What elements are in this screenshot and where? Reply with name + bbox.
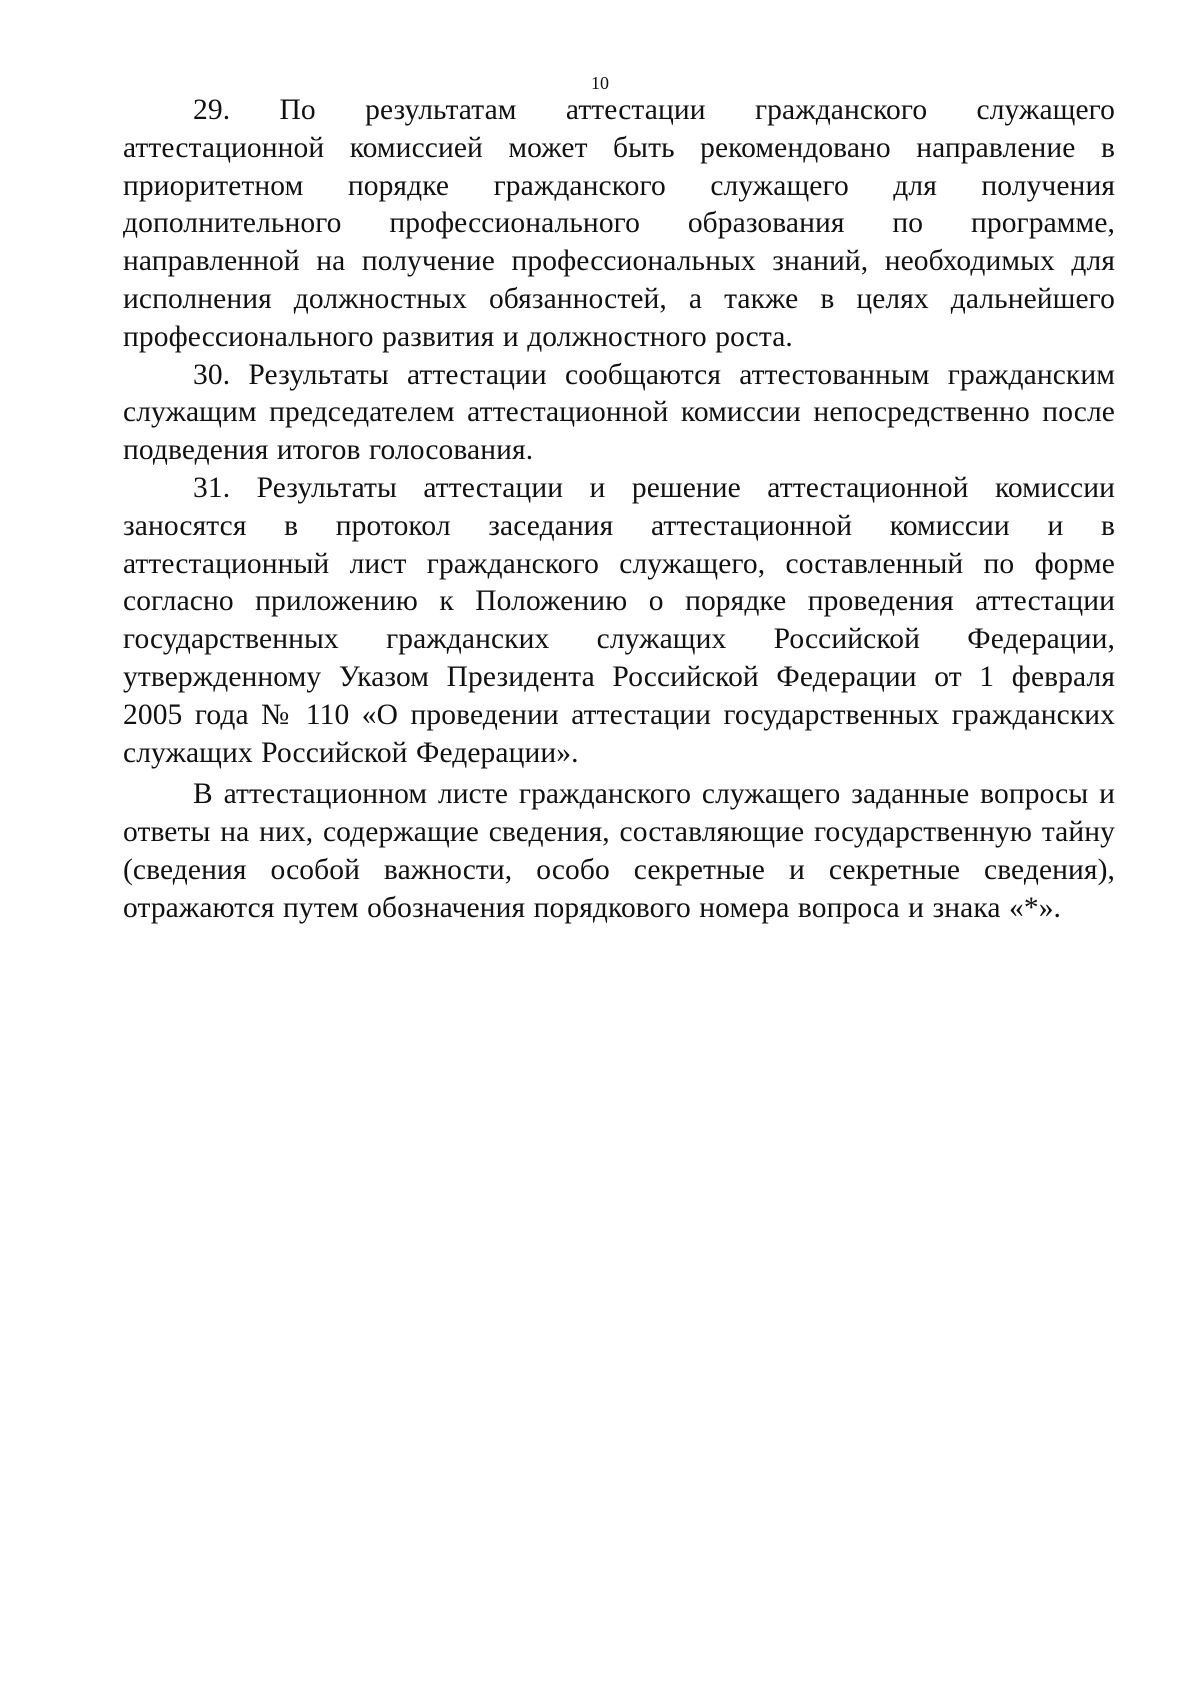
paragraph-31: 31. Результаты аттестации и решение аттестационной комиссии заносятся в протокол заседания аттестационной комиссии и в аттестационный лист гражданского служащего, составленный по форме согласно приложению к Положению о порядке проведения аттестации государственных гражданских служащих Российской Федерации, утвержденному Указом Президента Российской Федерации от 1 февраля 2005 года № 110 «О проведении аттестации государственных гражданских служащих Российской Федерации». [123, 471, 1115, 769]
paragraph-30: 30. Результаты аттестации сообщаются аттестованным гражданским служащим председателем аттестационной комиссии непосредственно после подведения итогов голосования. [123, 358, 1115, 467]
paragraph-31-continuation: В аттестационном листе гражданского служащего заданные вопросы и ответы на них, содержащие сведения, составляющие государственную тайну (сведения особой важности, особо секретные и секретные сведения), отражаются путем обозначения порядкового номера вопроса и знака «*». [123, 778, 1115, 924]
page-number: 10 [591, 73, 609, 93]
document-body [123, 92, 1115, 928]
paragraph-29: 29. По результатам аттестации гражданского служащего аттестационной комиссией может быть рекомендовано направление в приоритетном порядке гражданского служащего для получения дополнительного профессионального образования по программе, направленной на получение профессиональных знаний, необходимых для исполнения должностных обязанностей, а также в целях дальнейшего профессионального развития и должностного роста. [123, 94, 1115, 353]
